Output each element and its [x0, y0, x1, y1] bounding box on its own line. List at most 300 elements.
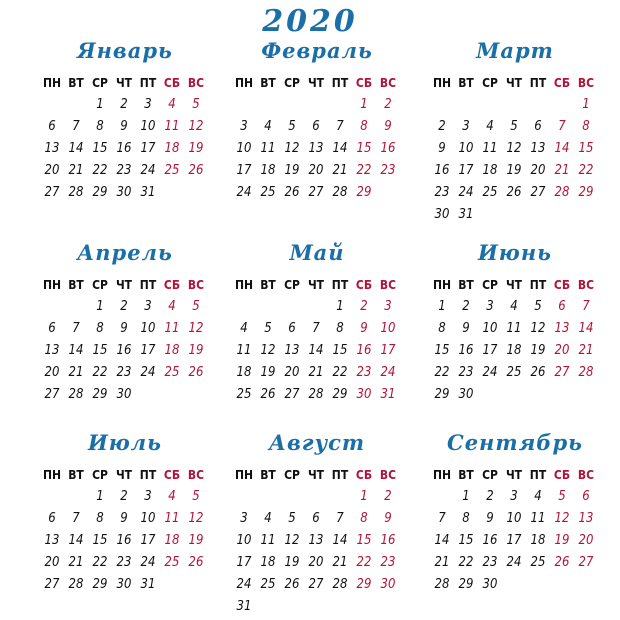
day-cell: 8 — [462, 511, 470, 526]
day-cell: 13 — [44, 533, 60, 548]
day-cell: 21 — [578, 343, 594, 358]
day-cell: 10 — [506, 511, 522, 526]
month-name: Август — [268, 430, 366, 455]
day-cell: 21 — [68, 163, 84, 178]
day-cell: 5 — [192, 97, 200, 112]
day-cell: 30 — [116, 387, 132, 402]
empty-cell — [304, 486, 328, 508]
day-cell: 15 — [92, 343, 108, 358]
weekday-header: ВТ — [458, 76, 474, 90]
weekday-header: ЧТ — [505, 76, 523, 90]
day-cell: 19 — [188, 141, 204, 156]
day-cell: 12 — [506, 141, 522, 156]
day-cell: 15 — [458, 533, 474, 548]
empty-cell — [64, 296, 88, 318]
day-cell: 17 — [140, 141, 156, 156]
day-cell: 23 — [116, 365, 132, 380]
day-cell: 7 — [72, 119, 80, 134]
day-cell: 4 — [168, 97, 176, 112]
day-cell: 10 — [380, 321, 396, 336]
day-cell: 27 — [308, 185, 324, 200]
weekday-header: ВТ — [260, 76, 276, 90]
empty-cell — [64, 486, 88, 508]
day-cell: 21 — [68, 365, 84, 380]
day-cell: 17 — [140, 343, 156, 358]
weekday-header: СБ — [163, 278, 181, 292]
day-cell: 13 — [308, 533, 324, 548]
day-cell: 25 — [164, 163, 180, 178]
weekday-header: ПН — [234, 468, 254, 482]
day-cell: 14 — [434, 533, 450, 548]
day-cell: 17 — [482, 343, 498, 358]
day-cell: 8 — [96, 511, 104, 526]
month-grid — [40, 72, 210, 204]
day-cell: 15 — [92, 141, 108, 156]
day-cell: 15 — [578, 141, 594, 156]
weekday-header: СР — [92, 278, 108, 292]
day-cell: 3 — [462, 119, 470, 134]
day-cell: 22 — [92, 365, 108, 380]
day-cell: 18 — [506, 343, 522, 358]
month-name: Июнь — [477, 240, 553, 265]
empty-cell — [550, 94, 574, 116]
day-cell: 15 — [356, 141, 372, 156]
day-cell: 2 — [438, 119, 446, 134]
empty-cell — [280, 296, 304, 318]
month-grid — [232, 464, 402, 618]
day-cell: 19 — [284, 555, 300, 570]
day-cell: 22 — [92, 163, 108, 178]
day-cell: 4 — [264, 119, 272, 134]
day-cell: 1 — [438, 299, 446, 314]
empty-cell — [328, 486, 352, 508]
day-cell: 24 — [380, 365, 396, 380]
day-cell: 28 — [434, 577, 450, 592]
day-cell: 23 — [380, 555, 396, 570]
weekday-header: ВС — [379, 468, 397, 482]
weekday-header: ПН — [432, 278, 452, 292]
weekday-header: ВТ — [458, 468, 474, 482]
day-cell: 3 — [384, 299, 392, 314]
day-cell: 22 — [434, 365, 450, 380]
day-cell: 6 — [48, 511, 56, 526]
day-cell: 4 — [264, 511, 272, 526]
day-cell: 3 — [240, 511, 248, 526]
empty-cell — [256, 486, 280, 508]
day-cell: 12 — [188, 119, 204, 134]
month-block — [40, 36, 210, 204]
day-cell: 13 — [578, 511, 594, 526]
day-cell: 25 — [260, 185, 276, 200]
day-cell: 31 — [458, 207, 474, 222]
day-cell: 9 — [360, 321, 368, 336]
day-cell: 10 — [482, 321, 498, 336]
weekday-header: ВТ — [68, 468, 84, 482]
day-cell: 18 — [260, 555, 276, 570]
day-cell: 16 — [380, 141, 396, 156]
day-cell: 8 — [96, 119, 104, 134]
month-grid — [40, 274, 210, 406]
day-cell: 28 — [68, 185, 84, 200]
day-cell: 13 — [530, 141, 546, 156]
month-block — [232, 36, 402, 204]
weekday-header: ПТ — [529, 468, 547, 482]
day-cell: 10 — [236, 533, 252, 548]
weekday-header: СБ — [553, 76, 571, 90]
day-cell: 5 — [534, 299, 542, 314]
weekday-header: СБ — [355, 76, 373, 90]
month-name: Март — [476, 38, 554, 63]
day-cell: 9 — [120, 511, 128, 526]
month-block — [232, 238, 402, 406]
day-cell: 12 — [260, 343, 276, 358]
month-grid — [430, 274, 600, 406]
day-cell: 26 — [188, 365, 204, 380]
month-grid — [40, 464, 210, 596]
day-cell: 6 — [534, 119, 542, 134]
day-cell: 22 — [458, 555, 474, 570]
day-cell: 8 — [360, 511, 368, 526]
day-cell: 20 — [44, 163, 60, 178]
day-cell: 20 — [554, 343, 570, 358]
empty-cell — [430, 486, 454, 508]
day-cell: 17 — [236, 163, 252, 178]
day-cell: 18 — [164, 343, 180, 358]
day-cell: 24 — [482, 365, 498, 380]
weekday-header: ПТ — [139, 468, 157, 482]
empty-cell — [478, 94, 502, 116]
day-cell: 17 — [380, 343, 396, 358]
empty-cell — [64, 94, 88, 116]
day-cell: 3 — [144, 489, 152, 504]
month-name: Сентябрь — [446, 430, 584, 455]
day-cell: 2 — [120, 489, 128, 504]
day-cell: 21 — [308, 365, 324, 380]
day-cell: 3 — [510, 489, 518, 504]
day-cell: 12 — [188, 321, 204, 336]
day-cell: 10 — [140, 119, 156, 134]
day-cell: 7 — [72, 321, 80, 336]
day-cell: 20 — [308, 555, 324, 570]
day-cell: 9 — [462, 321, 470, 336]
day-cell: 14 — [308, 343, 324, 358]
day-cell: 4 — [168, 489, 176, 504]
weekday-header: ПН — [42, 278, 62, 292]
day-cell: 19 — [284, 163, 300, 178]
empty-cell — [40, 94, 64, 116]
day-cell: 10 — [140, 511, 156, 526]
day-cell: 15 — [92, 533, 108, 548]
weekday-header: СР — [482, 278, 498, 292]
day-cell: 3 — [486, 299, 494, 314]
day-cell: 30 — [380, 577, 396, 592]
day-cell: 11 — [164, 511, 180, 526]
day-cell: 2 — [120, 97, 128, 112]
month-name: Май — [289, 240, 345, 265]
day-cell: 7 — [336, 511, 344, 526]
empty-cell — [256, 94, 280, 116]
day-cell: 26 — [506, 185, 522, 200]
day-cell: 10 — [236, 141, 252, 156]
day-cell: 31 — [236, 599, 252, 614]
month-name: Апрель — [77, 240, 173, 265]
day-cell: 22 — [578, 163, 594, 178]
day-cell: 5 — [510, 119, 518, 134]
day-cell: 27 — [284, 387, 300, 402]
day-cell: 9 — [486, 511, 494, 526]
day-cell: 6 — [48, 119, 56, 134]
day-cell: 18 — [260, 163, 276, 178]
day-cell: 21 — [554, 163, 570, 178]
day-cell: 29 — [434, 387, 450, 402]
day-cell: 24 — [140, 555, 156, 570]
weekday-header: ПН — [42, 76, 62, 90]
day-cell: 31 — [140, 185, 156, 200]
day-cell: 27 — [308, 577, 324, 592]
day-cell: 24 — [236, 185, 252, 200]
day-cell: 7 — [438, 511, 446, 526]
weekday-header: ВС — [379, 76, 397, 90]
day-cell: 30 — [116, 185, 132, 200]
weekday-header: ВС — [187, 468, 205, 482]
weekday-header: СР — [284, 278, 300, 292]
day-cell: 30 — [356, 387, 372, 402]
day-cell: 1 — [360, 489, 368, 504]
day-cell: 4 — [510, 299, 518, 314]
day-cell: 22 — [92, 555, 108, 570]
day-cell: 23 — [116, 555, 132, 570]
year-title: 2020 — [262, 4, 358, 39]
day-cell: 19 — [188, 343, 204, 358]
day-cell: 5 — [558, 489, 566, 504]
weekday-header: ВС — [577, 278, 595, 292]
day-cell: 14 — [332, 141, 348, 156]
weekday-header: ПТ — [139, 76, 157, 90]
day-cell: 11 — [164, 321, 180, 336]
weekday-header: ПН — [234, 76, 254, 90]
weekday-header: ПН — [42, 468, 62, 482]
weekday-header: ПТ — [331, 76, 349, 90]
day-cell: 27 — [44, 577, 60, 592]
day-cell: 2 — [120, 299, 128, 314]
day-cell: 28 — [68, 577, 84, 592]
empty-cell — [232, 486, 256, 508]
weekday-header: СР — [92, 468, 108, 482]
day-cell: 21 — [332, 163, 348, 178]
month-grid — [232, 72, 402, 204]
weekday-header: ПН — [432, 76, 452, 90]
day-cell: 16 — [434, 163, 450, 178]
empty-cell — [280, 94, 304, 116]
day-cell: 16 — [116, 343, 132, 358]
weekday-header: СР — [482, 468, 498, 482]
day-cell: 9 — [384, 511, 392, 526]
day-cell: 29 — [92, 577, 108, 592]
weekday-header: СР — [284, 76, 300, 90]
day-cell: 25 — [164, 365, 180, 380]
empty-cell — [502, 94, 526, 116]
day-cell: 12 — [530, 321, 546, 336]
day-cell: 29 — [332, 387, 348, 402]
month-name: Февраль — [261, 38, 373, 63]
day-cell: 13 — [284, 343, 300, 358]
day-cell: 9 — [384, 119, 392, 134]
day-cell: 23 — [482, 555, 498, 570]
day-cell: 20 — [530, 163, 546, 178]
day-cell: 3 — [144, 299, 152, 314]
day-cell: 14 — [554, 141, 570, 156]
empty-cell — [232, 94, 256, 116]
empty-cell — [526, 94, 550, 116]
weekday-header: СБ — [163, 468, 181, 482]
day-cell: 19 — [554, 533, 570, 548]
day-cell: 24 — [458, 185, 474, 200]
empty-cell — [304, 296, 328, 318]
day-cell: 5 — [192, 489, 200, 504]
day-cell: 11 — [260, 141, 276, 156]
day-cell: 7 — [336, 119, 344, 134]
month-block — [430, 428, 600, 596]
empty-cell — [454, 94, 478, 116]
day-cell: 12 — [284, 141, 300, 156]
day-cell: 25 — [506, 365, 522, 380]
weekday-header: СБ — [355, 468, 373, 482]
day-cell: 1 — [360, 97, 368, 112]
day-cell: 6 — [48, 321, 56, 336]
day-cell: 29 — [92, 387, 108, 402]
day-cell: 29 — [578, 185, 594, 200]
day-cell: 27 — [44, 185, 60, 200]
weekday-header: ЧТ — [115, 76, 133, 90]
day-cell: 26 — [188, 163, 204, 178]
day-cell: 1 — [336, 299, 344, 314]
day-cell: 23 — [458, 365, 474, 380]
day-cell: 23 — [380, 163, 396, 178]
day-cell: 20 — [308, 163, 324, 178]
day-cell: 20 — [284, 365, 300, 380]
day-cell: 19 — [188, 533, 204, 548]
day-cell: 1 — [582, 97, 590, 112]
day-cell: 4 — [240, 321, 248, 336]
month-grid — [232, 274, 402, 406]
empty-cell — [430, 94, 454, 116]
day-cell: 29 — [356, 185, 372, 200]
empty-cell — [40, 486, 64, 508]
day-cell: 26 — [284, 577, 300, 592]
weekday-header: СБ — [553, 468, 571, 482]
day-cell: 29 — [356, 577, 372, 592]
weekday-header: СР — [482, 76, 498, 90]
day-cell: 22 — [356, 163, 372, 178]
day-cell: 14 — [332, 533, 348, 548]
weekday-header: ВТ — [68, 278, 84, 292]
day-cell: 30 — [434, 207, 450, 222]
day-cell: 24 — [506, 555, 522, 570]
month-grid — [430, 72, 600, 226]
day-cell: 26 — [554, 555, 570, 570]
month-name: Январь — [77, 38, 173, 63]
day-cell: 1 — [96, 97, 104, 112]
weekday-header: ПТ — [331, 278, 349, 292]
day-cell: 16 — [356, 343, 372, 358]
day-cell: 17 — [140, 533, 156, 548]
weekday-header: СБ — [553, 278, 571, 292]
day-cell: 7 — [558, 119, 566, 134]
weekday-header: СБ — [355, 278, 373, 292]
month-block — [40, 238, 210, 406]
weekday-header: ПТ — [529, 278, 547, 292]
day-cell: 23 — [434, 185, 450, 200]
day-cell: 27 — [44, 387, 60, 402]
empty-cell — [256, 296, 280, 318]
day-cell: 22 — [332, 365, 348, 380]
day-cell: 18 — [530, 533, 546, 548]
weekday-header: ВТ — [260, 278, 276, 292]
day-cell: 16 — [116, 141, 132, 156]
day-cell: 20 — [578, 533, 594, 548]
day-cell: 4 — [534, 489, 542, 504]
day-cell: 17 — [506, 533, 522, 548]
weekday-header: СР — [284, 468, 300, 482]
weekday-header: ЧТ — [505, 278, 523, 292]
day-cell: 25 — [530, 555, 546, 570]
day-cell: 5 — [264, 321, 272, 336]
day-cell: 10 — [140, 321, 156, 336]
day-cell: 28 — [578, 365, 594, 380]
day-cell: 4 — [168, 299, 176, 314]
day-cell: 19 — [530, 343, 546, 358]
month-block — [430, 36, 600, 226]
day-cell: 4 — [486, 119, 494, 134]
day-cell: 9 — [438, 141, 446, 156]
day-cell: 28 — [332, 577, 348, 592]
day-cell: 5 — [288, 511, 296, 526]
day-cell: 13 — [308, 141, 324, 156]
weekday-header: ВТ — [260, 468, 276, 482]
weekday-header: ПН — [432, 468, 452, 482]
day-cell: 7 — [312, 321, 320, 336]
day-cell: 26 — [284, 185, 300, 200]
weekday-header: ПТ — [529, 76, 547, 90]
day-cell: 21 — [68, 555, 84, 570]
day-cell: 19 — [506, 163, 522, 178]
day-cell: 17 — [236, 555, 252, 570]
day-cell: 17 — [458, 163, 474, 178]
day-cell: 3 — [240, 119, 248, 134]
day-cell: 23 — [356, 365, 372, 380]
day-cell: 9 — [120, 321, 128, 336]
day-cell: 25 — [236, 387, 252, 402]
day-cell: 25 — [482, 185, 498, 200]
weekday-header: ВС — [187, 278, 205, 292]
day-cell: 31 — [380, 387, 396, 402]
weekday-header: ЧТ — [505, 468, 523, 482]
day-cell: 25 — [164, 555, 180, 570]
day-cell: 20 — [44, 365, 60, 380]
empty-cell — [40, 296, 64, 318]
day-cell: 3 — [144, 97, 152, 112]
day-cell: 13 — [44, 343, 60, 358]
month-block — [232, 428, 402, 618]
day-cell: 8 — [360, 119, 368, 134]
day-cell: 11 — [164, 119, 180, 134]
day-cell: 10 — [458, 141, 474, 156]
day-cell: 2 — [384, 489, 392, 504]
day-cell: 22 — [356, 555, 372, 570]
day-cell: 31 — [140, 577, 156, 592]
weekday-header: ВС — [379, 278, 397, 292]
day-cell: 23 — [116, 163, 132, 178]
